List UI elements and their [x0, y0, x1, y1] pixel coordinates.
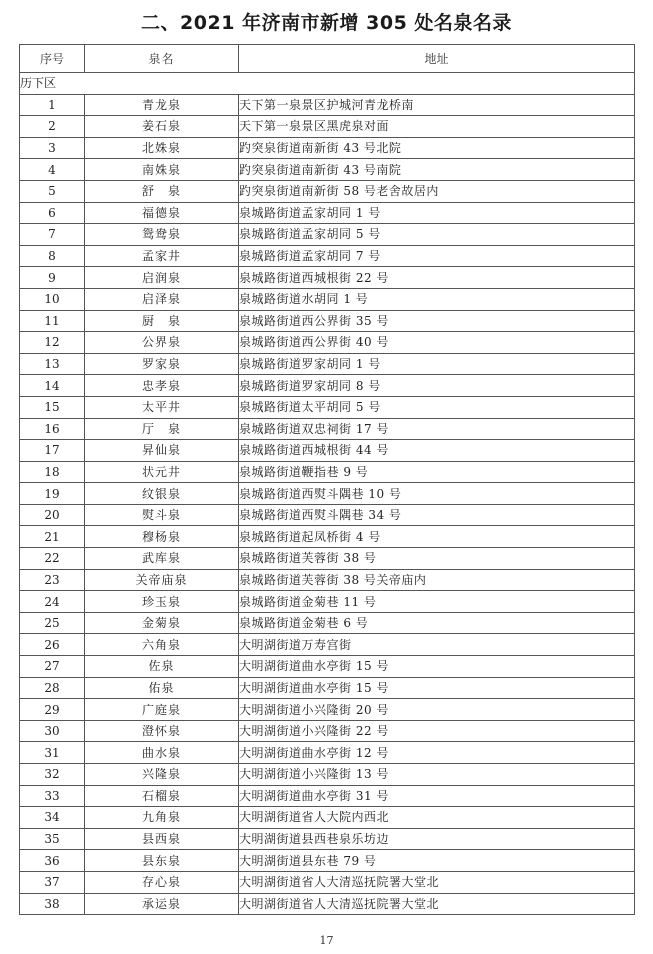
cell-address: 泉城路街道罗家胡同 1 号 [239, 353, 635, 375]
cell-address: 大明湖街道省人大清巡抚院署大堂北 [239, 871, 635, 893]
cell-serial-number: 22 [20, 548, 85, 570]
cell-address: 泉城路街道西公界街 35 号 [239, 310, 635, 332]
cell-serial-number: 8 [20, 245, 85, 267]
cell-serial-number: 7 [20, 224, 85, 246]
cell-spring-name: 姜石泉 [85, 116, 239, 138]
cell-address: 泉城路街道双忠祠街 17 号 [239, 418, 635, 440]
cell-spring-name: 鸳鸯泉 [85, 224, 239, 246]
cell-serial-number: 19 [20, 483, 85, 505]
table-row [20, 137, 635, 159]
cell-address: 天下第一泉景区黑虎泉对面 [239, 116, 635, 138]
cell-spring-name: 曲水泉 [85, 742, 239, 764]
header-address: 地址 [239, 45, 635, 73]
cell-spring-name: 珍玉泉 [85, 591, 239, 613]
cell-address: 大明湖街道小兴隆街 13 号 [239, 764, 635, 786]
cell-spring-name: 纹银泉 [85, 483, 239, 505]
cell-address: 泉城路街道孟家胡同 1 号 [239, 202, 635, 224]
table-row [20, 612, 635, 634]
cell-serial-number: 11 [20, 310, 85, 332]
cell-spring-name: 青龙泉 [85, 94, 239, 116]
cell-address: 泉城路街道金菊巷 6 号 [239, 612, 635, 634]
cell-address: 泉城路街道金菊巷 11 号 [239, 591, 635, 613]
table-row [20, 569, 635, 591]
cell-spring-name: 北姝泉 [85, 137, 239, 159]
table-row [20, 764, 635, 786]
cell-serial-number: 37 [20, 871, 85, 893]
cell-spring-name: 启润泉 [85, 267, 239, 289]
document-title: 二、2021 年济南市新增 305 处名泉名录 [141, 12, 512, 34]
cell-spring-name: 舒 泉 [85, 180, 239, 202]
cell-spring-name: 澄怀泉 [85, 720, 239, 742]
cell-spring-name: 存心泉 [85, 871, 239, 893]
table-row [20, 483, 635, 505]
table-row [20, 699, 635, 721]
cell-spring-name: 罗家泉 [85, 353, 239, 375]
cell-address: 泉城路街道鞭指巷 9 号 [239, 461, 635, 483]
cell-spring-name: 九角泉 [85, 807, 239, 829]
cell-serial-number: 28 [20, 677, 85, 699]
cell-serial-number: 17 [20, 440, 85, 462]
cell-serial-number: 18 [20, 461, 85, 483]
district-row [20, 73, 635, 95]
table-row [20, 785, 635, 807]
table-row [20, 224, 635, 246]
cell-spring-name: 忠孝泉 [85, 375, 239, 397]
cell-address: 泉城路街道西公界街 40 号 [239, 332, 635, 354]
cell-serial-number: 13 [20, 353, 85, 375]
cell-serial-number: 24 [20, 591, 85, 613]
cell-address: 趵突泉街道南新街 58 号老舍故居内 [239, 180, 635, 202]
cell-serial-number: 6 [20, 202, 85, 224]
cell-address: 泉城路街道起凤桥街 4 号 [239, 526, 635, 548]
cell-address: 大明湖街道县东巷 79 号 [239, 850, 635, 872]
cell-serial-number: 12 [20, 332, 85, 354]
cell-spring-name: 公界泉 [85, 332, 239, 354]
cell-spring-name: 佑泉 [85, 677, 239, 699]
cell-address: 泉城路街道罗家胡同 8 号 [239, 375, 635, 397]
cell-spring-name: 佐泉 [85, 656, 239, 678]
cell-serial-number: 3 [20, 137, 85, 159]
table-row [20, 332, 635, 354]
table-row [20, 180, 635, 202]
cell-address: 大明湖街道曲水亭街 15 号 [239, 656, 635, 678]
cell-serial-number: 9 [20, 267, 85, 289]
table-row [20, 828, 635, 850]
table-row [20, 94, 635, 116]
page-number: 17 [319, 934, 334, 947]
cell-serial-number: 4 [20, 159, 85, 181]
cell-serial-number: 27 [20, 656, 85, 678]
cell-address: 大明湖街道县西巷泉乐坊边 [239, 828, 635, 850]
table-row [20, 677, 635, 699]
cell-serial-number: 23 [20, 569, 85, 591]
cell-serial-number: 16 [20, 418, 85, 440]
district-label: 历下区 [20, 73, 635, 95]
cell-serial-number: 38 [20, 893, 85, 915]
cell-serial-number: 2 [20, 116, 85, 138]
cell-serial-number: 29 [20, 699, 85, 721]
cell-spring-name: 太平井 [85, 396, 239, 418]
cell-spring-name: 福德泉 [85, 202, 239, 224]
cell-address: 大明湖街道曲水亭街 31 号 [239, 785, 635, 807]
cell-address: 泉城路街道西熨斗隅巷 34 号 [239, 504, 635, 526]
cell-spring-name: 武库泉 [85, 548, 239, 570]
cell-spring-name: 南姝泉 [85, 159, 239, 181]
spring-list-table [19, 44, 635, 915]
cell-serial-number: 26 [20, 634, 85, 656]
cell-address: 大明湖街道小兴隆街 20 号 [239, 699, 635, 721]
cell-address: 泉城路街道水胡同 1 号 [239, 288, 635, 310]
cell-serial-number: 1 [20, 94, 85, 116]
cell-spring-name: 金菊泉 [85, 612, 239, 634]
cell-spring-name: 兴隆泉 [85, 764, 239, 786]
table-row [20, 461, 635, 483]
cell-address: 大明湖街道省人大院内西北 [239, 807, 635, 829]
cell-address: 泉城路街道芙蓉街 38 号关帝庙内 [239, 569, 635, 591]
cell-spring-name: 承运泉 [85, 893, 239, 915]
table-row [20, 310, 635, 332]
cell-serial-number: 5 [20, 180, 85, 202]
cell-address: 大明湖街道万寿宫街 [239, 634, 635, 656]
cell-spring-name: 厨 泉 [85, 310, 239, 332]
cell-address: 泉城路街道西熨斗隅巷 10 号 [239, 483, 635, 505]
cell-address: 泉城路街道芙蓉街 38 号 [239, 548, 635, 570]
cell-spring-name: 六角泉 [85, 634, 239, 656]
cell-address: 泉城路街道西城根街 44 号 [239, 440, 635, 462]
cell-serial-number: 25 [20, 612, 85, 634]
table-row [20, 591, 635, 613]
cell-serial-number: 14 [20, 375, 85, 397]
cell-spring-name: 关帝庙泉 [85, 569, 239, 591]
table-header-row [20, 45, 635, 73]
cell-address: 天下第一泉景区护城河青龙桥南 [239, 94, 635, 116]
table-row [20, 202, 635, 224]
cell-spring-name: 穆杨泉 [85, 526, 239, 548]
cell-serial-number: 31 [20, 742, 85, 764]
cell-serial-number: 35 [20, 828, 85, 850]
cell-serial-number: 30 [20, 720, 85, 742]
cell-serial-number: 21 [20, 526, 85, 548]
table-row [20, 267, 635, 289]
cell-serial-number: 33 [20, 785, 85, 807]
table-row [20, 871, 635, 893]
cell-spring-name: 县东泉 [85, 850, 239, 872]
table-row [20, 634, 635, 656]
cell-serial-number: 10 [20, 288, 85, 310]
cell-address: 大明湖街道小兴隆街 22 号 [239, 720, 635, 742]
table-row [20, 807, 635, 829]
table-row [20, 850, 635, 872]
table-row [20, 656, 635, 678]
cell-serial-number: 34 [20, 807, 85, 829]
cell-address: 趵突泉街道南新街 43 号南院 [239, 159, 635, 181]
cell-address: 趵突泉街道南新街 43 号北院 [239, 137, 635, 159]
table-row [20, 288, 635, 310]
cell-address: 大明湖街道曲水亭街 12 号 [239, 742, 635, 764]
table-row [20, 548, 635, 570]
cell-address: 泉城路街道孟家胡同 5 号 [239, 224, 635, 246]
table-row [20, 116, 635, 138]
table-row [20, 440, 635, 462]
table-row [20, 159, 635, 181]
cell-spring-name: 昇仙泉 [85, 440, 239, 462]
cell-spring-name: 孟家井 [85, 245, 239, 267]
table-row [20, 742, 635, 764]
table-row [20, 245, 635, 267]
cell-address: 泉城路街道西城根街 22 号 [239, 267, 635, 289]
cell-serial-number: 32 [20, 764, 85, 786]
cell-address: 泉城路街道孟家胡同 7 号 [239, 245, 635, 267]
cell-spring-name: 石榴泉 [85, 785, 239, 807]
table-row [20, 504, 635, 526]
table-row [20, 396, 635, 418]
cell-spring-name: 状元井 [85, 461, 239, 483]
cell-address: 大明湖街道省人大清巡抚院署大堂北 [239, 893, 635, 915]
cell-address: 泉城路街道太平胡同 5 号 [239, 396, 635, 418]
cell-serial-number: 20 [20, 504, 85, 526]
table-row [20, 418, 635, 440]
cell-address: 大明湖街道曲水亭街 15 号 [239, 677, 635, 699]
cell-serial-number: 36 [20, 850, 85, 872]
cell-serial-number: 15 [20, 396, 85, 418]
cell-spring-name: 启泽泉 [85, 288, 239, 310]
table-row [20, 893, 635, 915]
table-row [20, 720, 635, 742]
table-row [20, 526, 635, 548]
header-serial-number: 序号 [20, 45, 85, 73]
cell-spring-name: 熨斗泉 [85, 504, 239, 526]
cell-spring-name: 县西泉 [85, 828, 239, 850]
table-row [20, 375, 635, 397]
cell-spring-name: 厅 泉 [85, 418, 239, 440]
header-spring-name: 泉名 [85, 45, 239, 73]
cell-spring-name: 广庭泉 [85, 699, 239, 721]
table-row [20, 353, 635, 375]
